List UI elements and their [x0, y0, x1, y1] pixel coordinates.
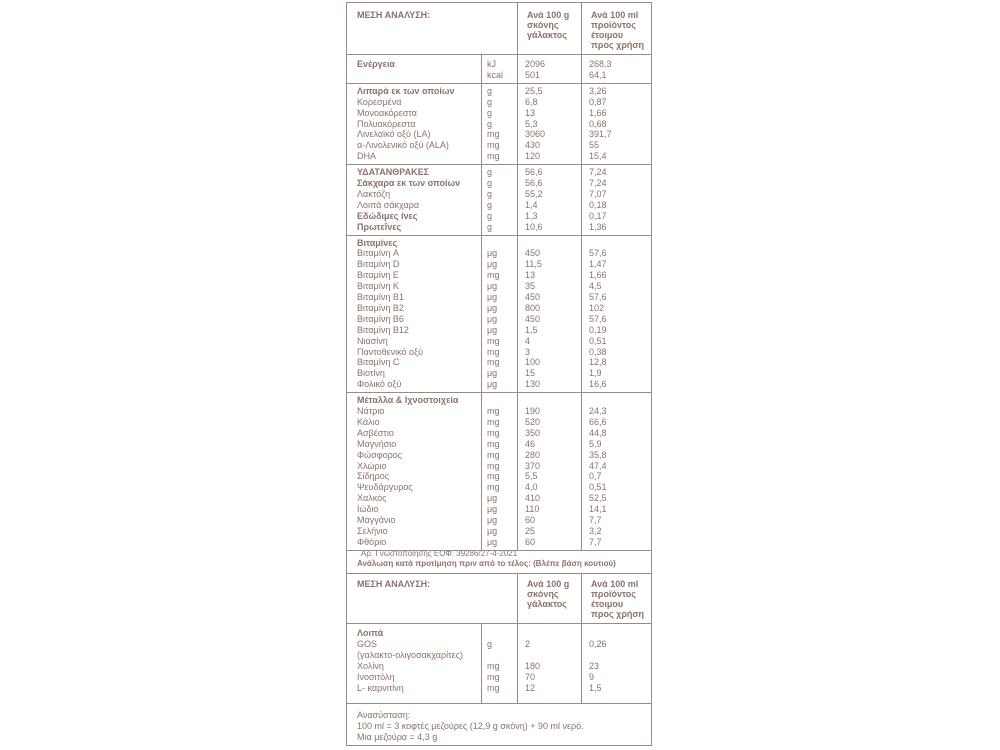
value-per-100g: 520	[525, 416, 541, 427]
nutrient-unit: mg	[487, 438, 500, 449]
column-header-per-100ml: Ανά 100 ml προϊόντος έτοιμου προς χρήση	[591, 10, 645, 50]
nutrient-unit: g	[487, 178, 493, 188]
column-divider	[481, 54, 482, 550]
row-divider	[347, 623, 651, 624]
value-per-100g: 4,0	[525, 482, 538, 493]
value-per-100ml: 0,38	[589, 346, 607, 357]
row-divider	[347, 54, 651, 55]
scoop-weight: Μια μεζούρα = 4,3 g	[357, 732, 438, 742]
other-nutrient-name: GOS	[357, 638, 378, 649]
nutrient-name: Λιπαρά εκ των οποίων	[357, 85, 455, 96]
other-value-per-100ml: 23	[589, 660, 600, 671]
value-per-100g: 5,5	[525, 471, 538, 482]
nutrient-name: Κάλιο	[357, 416, 380, 427]
column-divider	[517, 54, 518, 550]
nutrient-name: Χλώριο	[357, 460, 387, 471]
value-per-100ml: 66,6	[589, 416, 607, 427]
nutrient-unit: mg	[487, 427, 500, 438]
column-divider	[517, 3, 518, 54]
value-per-100g: 5,3	[525, 118, 538, 129]
value-per-100ml: 7,24	[589, 167, 607, 178]
value-per-100g: 13	[525, 107, 536, 118]
nutrient-name: Βιταμίνη B1	[357, 292, 404, 302]
nutrient-name: Βιοτίνη	[357, 368, 385, 379]
notification-number: Αρ. Γνωστοποίησης ΕΟΦ: 39286/27-4-2021	[361, 549, 518, 558]
nutrition-table	[346, 2, 652, 746]
nutrient-unit: μg	[487, 281, 498, 292]
nutrient-unit: μg	[487, 536, 498, 547]
other-nutrient-name: Λοιπά	[357, 628, 384, 638]
nutrient-name: Κορεσμένα	[357, 96, 402, 107]
nutrient-unit: mg	[487, 449, 500, 460]
value-per-100ml: 7,7	[589, 515, 602, 525]
other-nutrient-unit: mg	[487, 682, 500, 693]
value-per-100g: 450	[525, 313, 541, 324]
best-before-note: Ανάλωση κατά προτίμηση πριν από το τέλος: (Βλέπε βάση κουτιού)	[357, 559, 616, 568]
value-per-100ml: 3,2	[589, 525, 602, 536]
nutrient-unit: mg	[487, 357, 500, 368]
value-per-100ml: 102	[589, 302, 605, 313]
nutrient-unit: mg	[487, 482, 500, 493]
value-per-100ml: 57,6	[589, 248, 607, 259]
nutrient-name: Φολικό οξύ	[357, 379, 402, 390]
column-header-2-per-100ml: Ανά 100 ml προϊόντος έτοιμου προς χρήση	[591, 579, 645, 619]
row-divider	[347, 573, 651, 574]
value-per-100ml: 7,24	[589, 178, 607, 188]
value-per-100g: 350	[525, 427, 541, 438]
column-divider	[517, 623, 518, 703]
nutrient-unit: μg	[487, 248, 498, 259]
nutrient-name: Ενέργεια	[357, 59, 395, 69]
nutrient-unit: mg	[487, 129, 500, 140]
value-per-100ml: 7,7	[589, 536, 602, 547]
nutrient-unit: mg	[487, 416, 500, 427]
value-per-100ml: 3,26	[589, 85, 607, 96]
column-divider	[581, 623, 582, 703]
value-per-100ml: 7,07	[589, 188, 607, 199]
value-per-100ml: 1,36	[589, 221, 607, 232]
other-nutrient-name: Ινοσιτόλη	[357, 671, 395, 682]
value-per-100g: 25	[525, 525, 536, 536]
value-per-100ml: 64,1	[589, 69, 607, 80]
nutrient-name: Χαλκός	[357, 493, 387, 504]
value-per-100g: 46	[525, 438, 536, 449]
value-per-100ml: 1,47	[589, 259, 607, 270]
column-divider	[581, 3, 582, 54]
value-per-100ml: 5,9	[589, 438, 602, 449]
nutrient-unit: g	[487, 107, 493, 118]
nutrient-name: Νάτριο	[357, 406, 385, 416]
row-divider	[347, 550, 651, 551]
value-per-100ml: 0,51	[589, 482, 607, 493]
nutrient-unit: g	[487, 118, 493, 129]
value-per-100g: 25,5	[525, 85, 543, 96]
nutrient-name: α-Λινολενικό οξύ (ALA)	[357, 140, 449, 151]
nutrient-name: Βιταμίνη B2	[357, 302, 404, 313]
value-per-100ml: 55	[589, 140, 600, 151]
nutrient-unit: μg	[487, 379, 498, 390]
value-per-100ml: 35,8	[589, 449, 607, 460]
value-per-100g: 3060	[525, 129, 546, 140]
nutrient-name: Λακτόζη	[357, 188, 391, 199]
value-per-100ml: 0,51	[589, 335, 607, 346]
value-per-100ml: 44,8	[589, 427, 607, 438]
nutrient-unit: μg	[487, 493, 498, 504]
row-divider	[347, 83, 651, 84]
row-divider	[347, 703, 651, 704]
value-per-100g: 501	[525, 69, 541, 80]
nutrient-unit: mg	[487, 346, 500, 357]
nutrient-unit: g	[487, 85, 493, 96]
nutrient-name: Βιταμίνη B12	[357, 324, 409, 335]
nutrient-name: Εδώδιμες ίνες	[357, 210, 418, 221]
nutrient-name: Βιταμίνη E	[357, 270, 399, 281]
nutrient-unit: μg	[487, 302, 498, 313]
nutrient-unit: μg	[487, 525, 498, 536]
value-per-100g: 450	[525, 292, 541, 302]
column-header-per-100g: Ανά 100 g σκόνης γάλακτος	[527, 10, 570, 40]
value-per-100g: 130	[525, 379, 541, 390]
nutrient-name: ΥΔΑΤΑΝΘΡΑΚΕΣ	[357, 167, 429, 178]
value-per-100ml: 0,68	[589, 118, 607, 129]
column-divider	[581, 573, 582, 623]
other-value-per-100g: 12	[525, 682, 536, 693]
nutrient-name: Λοιπά σάκχαρα	[357, 199, 420, 210]
nutrient-unit: g	[487, 167, 493, 178]
nutrient-unit: g	[487, 199, 493, 210]
nutrient-name: Παντοθενικό οξύ	[357, 346, 424, 357]
value-per-100g: 10,6	[525, 221, 543, 232]
value-per-100g: 800	[525, 302, 541, 313]
value-per-100g: 410	[525, 493, 541, 504]
nutrient-unit: μg	[487, 313, 498, 324]
value-per-100ml: 268,3	[589, 59, 612, 69]
value-per-100g: 450	[525, 248, 541, 259]
row-divider	[347, 392, 651, 393]
value-per-100g: 1,5	[525, 324, 538, 335]
value-per-100g: 120	[525, 151, 541, 162]
nutrient-name: DHA	[357, 151, 377, 162]
value-per-100ml: 16,6	[589, 379, 607, 390]
value-per-100g: 430	[525, 140, 541, 151]
nutrient-unit: g	[487, 221, 493, 232]
nutrient-unit: kcal	[487, 69, 504, 80]
other-value-per-100ml: 9	[589, 671, 595, 682]
nutrient-name: Ιώδιο	[357, 504, 379, 515]
value-per-100ml: 0,18	[589, 199, 607, 210]
value-per-100ml: 4,5	[589, 281, 602, 292]
column-divider	[581, 54, 582, 550]
value-per-100g: 56,6	[525, 178, 543, 188]
value-per-100ml: 1,66	[589, 107, 607, 118]
value-per-100g: 15	[525, 368, 536, 379]
nutrient-name: Νιασίνη	[357, 335, 388, 346]
column-divider	[517, 573, 518, 623]
value-per-100ml: 1,9	[589, 368, 602, 379]
nutrient-unit: μg	[487, 292, 498, 302]
table-title: ΜΕΣΗ ΑΝΑΛΥΣΗ:	[357, 10, 431, 20]
nutrient-unit: mg	[487, 151, 500, 162]
value-per-100ml: 57,6	[589, 313, 607, 324]
nutrient-name: Μέταλλα & Ιχνοστοιχεία	[357, 395, 459, 406]
nutrient-name: Σελήνιο	[357, 525, 388, 536]
row-divider	[347, 235, 651, 236]
value-per-100ml: 52,5	[589, 493, 607, 504]
other-nutrient-name: L- καρνιτίνη	[357, 682, 404, 693]
nutrient-name: Λινελαϊκό οξύ (LA)	[357, 129, 431, 140]
value-per-100ml: 47,4	[589, 460, 607, 471]
nutrient-name: Μαγγάνιο	[357, 515, 396, 525]
nutrient-name: Ψευδάργυρος	[357, 482, 413, 493]
value-per-100g: 2096	[525, 59, 546, 69]
nutrient-name: Φώσφορος	[357, 449, 403, 460]
value-per-100ml: 15,4	[589, 151, 607, 162]
table-title-2: ΜΕΣΗ ΑΝΑΛΥΣΗ:	[357, 579, 431, 589]
value-per-100ml: 391,7	[589, 129, 612, 140]
value-per-100ml: 24,3	[589, 406, 607, 416]
value-per-100g: 6,8	[525, 96, 538, 107]
value-per-100ml: 0,17	[589, 210, 607, 221]
value-per-100g: 4	[525, 335, 531, 346]
other-nutrient-unit: mg	[487, 660, 500, 671]
value-per-100g: 110	[525, 504, 540, 515]
column-header-2-per-100g: Ανά 100 g σκόνης γάλακτος	[527, 579, 570, 609]
nutrient-unit: mg	[487, 471, 500, 482]
nutrient-unit: g	[487, 96, 493, 107]
value-per-100g: 60	[525, 536, 536, 547]
value-per-100g: 55,2	[525, 188, 543, 199]
other-value-per-100ml: 0,26	[589, 638, 607, 649]
nutrient-unit: μg	[487, 259, 498, 270]
row-divider	[347, 164, 651, 165]
other-value-per-100ml: 1,5	[589, 682, 602, 693]
other-nutrient-name: Χολίνη	[357, 660, 384, 671]
nutrient-unit: g	[487, 188, 493, 199]
value-per-100g: 3	[525, 346, 531, 357]
nutrient-name: Πολυακόρεστα	[357, 118, 416, 129]
nutrient-name: Βιταμίνη D	[357, 259, 400, 270]
nutrient-name: Σίδηρος	[357, 471, 390, 482]
value-per-100g: 11,5	[525, 259, 542, 270]
value-per-100g: 1,4	[525, 199, 538, 210]
value-per-100g: 35	[525, 281, 536, 292]
value-per-100g: 370	[525, 460, 541, 471]
other-value-per-100g: 180	[525, 660, 541, 671]
nutrient-name: Πρωτεΐνες	[357, 221, 402, 232]
other-nutrient-unit: mg	[487, 671, 500, 682]
value-per-100g: 100	[525, 357, 541, 368]
nutrient-unit: μg	[487, 368, 498, 379]
value-per-100ml: 0,19	[589, 324, 607, 335]
value-per-100ml: 14,1	[589, 504, 607, 515]
nutrient-name: Φθόριο	[357, 536, 387, 547]
nutrient-name: Βιταμίνη C	[357, 357, 400, 368]
value-per-100g: 13	[525, 270, 536, 281]
other-value-per-100g: 70	[525, 671, 536, 682]
nutrient-unit: mg	[487, 270, 500, 281]
value-per-100g: 190	[525, 406, 541, 416]
nutrient-name: Βιταμίνη K	[357, 281, 399, 292]
nutrient-unit: mg	[487, 140, 500, 151]
value-per-100ml: 0,7	[589, 471, 602, 482]
nutrient-name: Βιταμίνη A	[357, 248, 399, 259]
value-per-100ml: 1,66	[589, 270, 607, 281]
other-value-per-100g: 2	[525, 638, 531, 649]
nutrient-unit: mg	[487, 460, 500, 471]
value-per-100ml: 12,8	[589, 357, 607, 368]
nutrient-unit: μg	[487, 515, 498, 525]
nutrient-name: Μαγνήσιο	[357, 438, 397, 449]
reconstitution-instruction: 100 ml = 3 κοφτές μεζούρες (12,9 g σκόνη) + 90 ml νερό.	[357, 721, 584, 731]
reconstitution-label: Ανασύσταση:	[357, 710, 411, 720]
other-nutrient-name: (γαλακτο-ολιγοσακχαρίτες)	[357, 649, 464, 660]
nutrient-name: Βιταμίνες	[357, 237, 398, 248]
value-per-100ml: 0,87	[589, 96, 607, 107]
other-nutrient-unit: g	[487, 638, 493, 649]
nutrient-name: Σάκχαρα εκ των οποίων	[357, 178, 461, 188]
nutrient-unit: μg	[487, 504, 498, 515]
nutrient-name: Ασβέστιο	[357, 427, 394, 438]
nutrient-name: Μονοακόρεστα	[357, 107, 417, 118]
value-per-100g: 280	[525, 449, 541, 460]
nutrient-unit: μg	[487, 324, 498, 335]
value-per-100g: 1,3	[525, 210, 538, 221]
nutrient-unit: mg	[487, 406, 500, 416]
nutrient-unit: mg	[487, 335, 500, 346]
value-per-100g: 60	[525, 515, 536, 525]
column-divider	[481, 623, 482, 703]
nutrient-name: Βιταμίνη B6	[357, 313, 404, 324]
value-per-100g: 56,6	[525, 167, 543, 178]
value-per-100ml: 57,6	[589, 292, 607, 302]
nutrient-unit: g	[487, 210, 493, 221]
nutrient-unit: kJ	[487, 59, 496, 69]
